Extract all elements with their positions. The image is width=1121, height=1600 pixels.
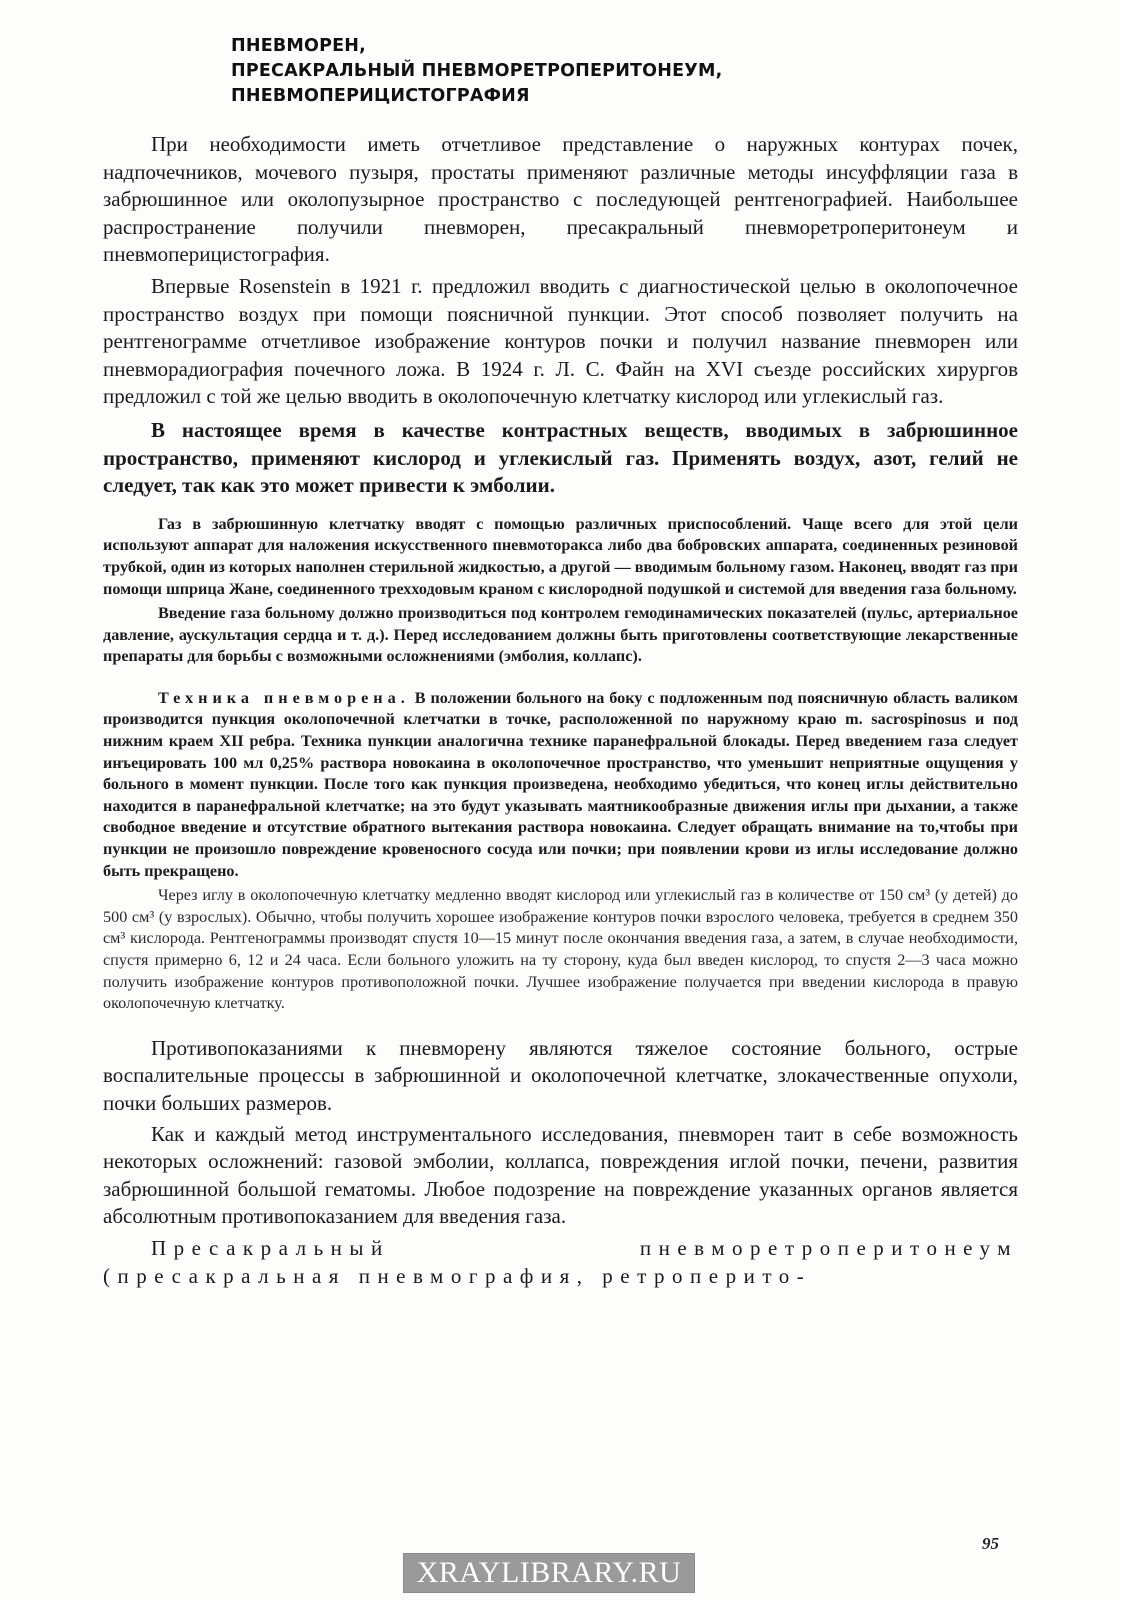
paragraph-presacral xyxy=(103,1235,1018,1290)
small-paragraph-monitoring: Введение газа больному должно производиться под контролем гемодинамических показателей (пульс, артериальное давление, аускультация сердца и т. д.). Перед исследованием должны быть приготовлены соответствующие лекарственные препараты для борьбы с возможными осложнениями (эмболия, коллапс). xyxy=(103,604,1018,666)
paragraph-contrast-agents: В настоящее время в качестве контрастных веществ, вводимых в забрюшинное пространство, применяют кислород и углекислый газ. Применять воздух, азот, гелий не следует, так как это может привести к эмболии. xyxy=(103,417,1018,498)
heading-line-3: ПНЕВМОПЕРИЦИСТОГРАФИЯ xyxy=(231,86,530,106)
text-column xyxy=(103,34,1018,1290)
paragraph-complications: Как и каждый метод инструментального исследования, пневморен таит в себе возможность некоторых осложнений: газовой эмболии, коллапса, повреждения иглой почки, печени, развития забрюшинной большой гематомы. Любое подозрение на повреждение указанных органов является абсолютным противопоказанием для введения газа. xyxy=(103,1121,1018,1229)
heading-line-1: ПНЕВМОРЕН, xyxy=(231,36,366,56)
page-number: 95 xyxy=(982,1534,999,1553)
small-paragraph-technique xyxy=(103,688,1018,882)
small-paragraph-gas-volume: Через иглу в околопочечную клетчатку медленно вводят кислород или углекислый газ в количестве от 150 см³ (у детей) до 500 см³ (у взрослых). Обычно, чтобы получить хорошее изображение контуров почки взрослого человека, требуется в среднем 350 см³ кислорода. Рентгенограммы производят спустя 10—15 минут после окончания введения газа, а затем, в случае необходимости, спустя примерно 6, 12 и 24 часа. Если больного уложить на ту сторону, куда был введен кислород, то спустя 2—3 часа можно получить изображение контуров противоположной почки. Лучшее изображение получается при введении кислорода в правую околопочечную клетчатку. xyxy=(103,886,1018,1013)
small-paragraph-equipment: Газ в забрюшинную клетчатку вводят с помощью различных приспособлений. Чаще всего для этой цели используют аппарат для наложения искусственного пневмоторакса либо два бобровских аппарата, соединенных резиновой трубкой, один из которых наполнен стерильной жидкостью, а другой — вводимым больному газом. Наконец, вводят газ при помощи шприца Жане, соединенного трехходовым краном с кислородной подушкой и системой для введения газа больному. xyxy=(103,514,1018,598)
section-heading xyxy=(231,34,1018,109)
heading-line-2: ПРЕСАКРАЛЬНЫЙ ПНЕВМОРЕТРОПЕРИТОНЕУМ, xyxy=(231,61,723,81)
paragraph-intro: При необходимости иметь отчетливое представление о наружных контурах почек, надпочечников, мочевого пузыря, простаты применяют различные методы инсуффляции газа в забрюшинное или околопузырное пространство с последующей рентгенографией. Наибольшее распространение получили пневморен, пресакральный пневморетроперитонеум и пневмоперицистография. xyxy=(103,132,1018,267)
paragraph-history: Впервые Rosenstein в 1921 г. предложил вводить с диагностической целью в околопочечное пространство воздух при помощи поясничной пункции. Этот способ позволяет получить на рентгенограмме отчетливое изображение контуров почки и получил название пневморен или пневморадиография почечного ложа. В 1924 г. Л. С. Файн на XVI съезде российских хирургов предложил с той же целью вводить в околопочечную клетчатку кислород или углекислый газ. xyxy=(103,273,1018,409)
watermark-logo: XRAYLIBRARY.RU xyxy=(403,1553,695,1593)
technique-title: Техника пневморена. xyxy=(158,688,410,707)
presacral-title: Пресакральный пневморетроперитонеум xyxy=(151,1235,1018,1260)
presacral-text: (пресакральная пневмография, ретроперито- xyxy=(103,1263,812,1288)
paragraph-contraindications: Противопоказаниями к пневморену являются тяжелое состояние больного, острые воспалительные процессы в забрюшинной и околопочечной клетчатке, злокачественные опухоли, почки больших размеров. xyxy=(103,1035,1018,1115)
small-print-block xyxy=(103,514,1018,1015)
technique-text: В положении больного на боку с подложенным под поясничную область валиком производится пункция околопочечной клетчатки в точке, расположенной по наружному краю m. sacrospinosus и под нижним краем XII ребра. Техника пункции аналогична технике паранефральной блокады. Перед введением газа следует инъецировать 100 мл 0,25% раствора новокаина в околопочечное пространство, что уменьшит неприятные ощущения у больного в момент пункции. После того как пункция произведена, необходимо убедиться, что конец иглы действительно находится в паранефральной клетчатке; на это будут указывать маятникообразные движения иглы при дыхании, а также свободное введение и отсутствие обратного вытекания раствора новокаина. Следует обращать внимание на то,чтобы при пункции не произошло повреждение кровеносного сосуда или почки; при появлении крови из иглы исследование должно быть прекращено. xyxy=(103,688,1019,880)
